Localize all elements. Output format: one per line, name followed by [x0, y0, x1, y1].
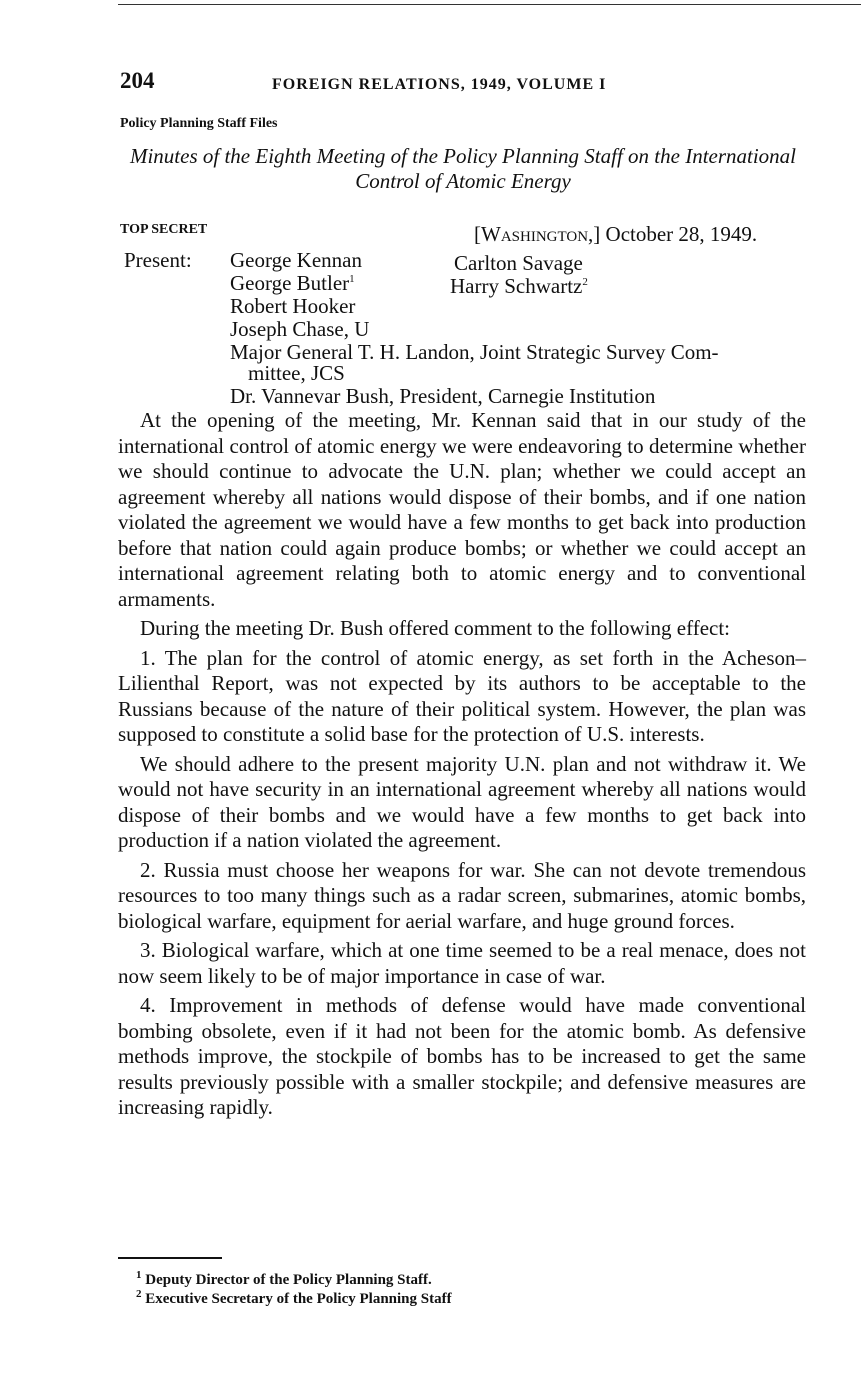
paragraph-un-plan: We should adhere to the present majority U.N. plan and not withdraw it. We would not have security in an international agreement whereby all nations would dispose of their bombs and we would have a few months to get back into production if a nation violated the agreement.: [118, 751, 806, 852]
attendee-butler: George Butler$^1$: [230, 271, 355, 295]
source-label: Policy Planning Staff Files: [120, 116, 278, 131]
paragraph-point-2: 2. Russia must choose her weapons for war. She can not devote tremendous resources to too many things such as a radar screen, submarines, atomic bombs, biological warfare, equipment for aerial warfare, and huge ground forces.: [118, 857, 806, 933]
present-label: Present:: [124, 248, 192, 272]
footnote-1: $^1$ Deputy Director of the Policy Planning Staff.: [136, 1269, 432, 1288]
dateline-date: October 28, 1949.: [605, 222, 758, 246]
attendee-hooker: Robert Hooker: [230, 294, 356, 318]
dateline: [474, 222, 757, 247]
paragraph-point-4: 4. Improvement in methods of defense would have made conventional bombing obsolete, even if it had not been for the atomic bomb. As defensive methods improve, the stockpile of bombs has to be increased to get the same results previously possible with a smaller stockpile; and defensive measures are increasing rapidly.: [118, 993, 806, 1119]
attendee-landon-line2: mittee, JCS: [248, 361, 345, 385]
attendee-savage: Carlton Savage: [454, 251, 583, 275]
attendee-chase: Joseph Chase, U: [230, 317, 370, 341]
paragraph-point-1: 1. The plan for the control of atomic energy, as set forth in the Acheson–Lilienthal Report, was not expected by its authors to be acceptable to the Russians because of the nature of their political system. However, the plan was supposed to constitute a solid base for the protection of U.S. interests.: [118, 645, 806, 746]
attendee-schwartz: Harry Schwartz$^2$: [450, 274, 588, 298]
attendee-landon-line1: Major General T. H. Landon, Joint Strategic Survey Com-: [230, 340, 719, 364]
paragraph-bush-intro: During the meeting Dr. Bush offered comment to the following effect:: [140, 616, 730, 640]
dateline-place: [Washington,]: [474, 222, 601, 246]
footnote-ref-1: 1: [349, 273, 355, 285]
page-number: 204: [120, 68, 155, 93]
attendee-bush: Dr. Vannevar Bush, President, Carnegie Institution: [230, 384, 656, 408]
footnote-ref-2: 2: [582, 276, 588, 288]
minutes-body: [118, 408, 806, 1125]
paragraph-point-3: 3. Biological warfare, which at one time seemed to be a real menace, does not now seem likely to be of major importance in case of war.: [118, 938, 806, 988]
document-title: Minutes of the Eighth Meeting of the Policy Planning Staff on the International Control of Atomic Energy: [129, 144, 797, 193]
classification-marking: TOP SECRET: [120, 222, 208, 237]
paragraph-opening: At the opening of the meeting, Mr. Kennan said that in our study of the international control of atomic energy we were endeavoring to determine whether we should continue to advocate the U.N. plan; whether we could accept an agreement whereby all nations would dispose of their bombs, and if one nation violated the agreement we would have a few months to get back into production before that nation could again produce bombs; or whether we could accept an international agreement relating both to atomic energy and to conventional armaments.: [118, 408, 806, 611]
footnote-2: $^2$ Executive Secretary of the Policy Planning Staff: [136, 1288, 452, 1307]
footnote-rule: [118, 1257, 222, 1259]
running-head: FOREIGN RELATIONS, 1949, VOLUME I: [272, 76, 607, 93]
top-edge-rule: [118, 4, 861, 5]
attendee-kennan: George Kennan: [230, 248, 362, 272]
